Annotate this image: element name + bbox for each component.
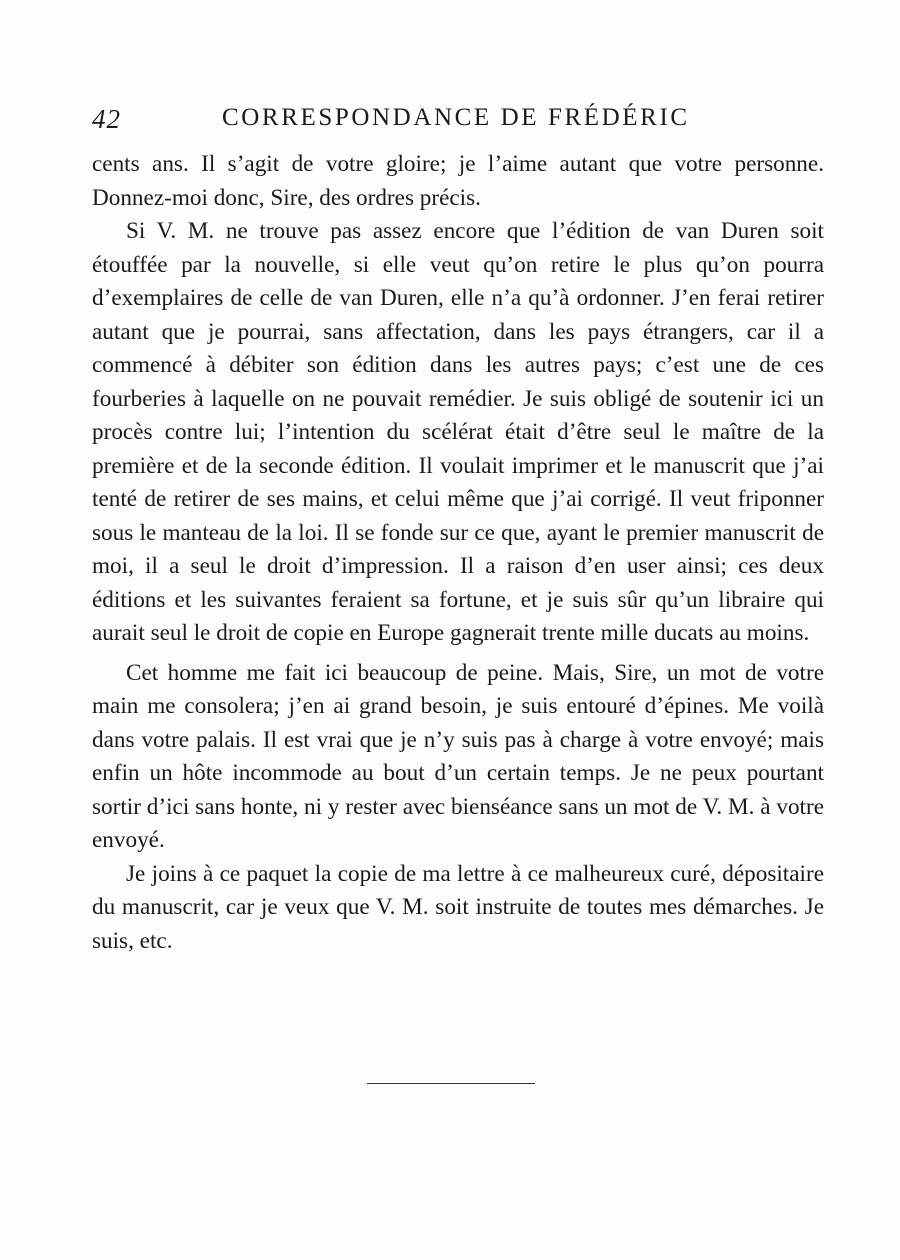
paragraph: Je joins à ce paquet la copie de ma lettre à ce malheureux curé, dépositaire du manuscrit, car je veux que V. M. soit instruite de toutes mes démarches. Je suis, etc.: [92, 860, 824, 954]
paragraph: cents ans. Il s’agit de votre gloire; je l’aime autant que votre personne. Donnez-moi donc, Sire, des ordres précis.: [92, 151, 824, 211]
letter-body: [92, 148, 824, 958]
page-number: 42: [92, 104, 121, 134]
paragraph: Cet homme me fait ici beaucoup de peine. Mais, Sire, un mot de votre main me consolera; j’en ai grand besoin, je suis entouré d’épines. Me voilà dans votre palais. Il est vrai que je n’y suis pas à charge à votre envoyé; mais enfin un hôte incommode au bout d’un certain temps. Je ne peux pourtant sortir d’ici sans honte, ni y rester avec bienséance sans un mot de V. M. à votre envoyé.: [92, 659, 824, 853]
paragraph: Si V. M. ne trouve pas assez encore que l’édition de van Duren soit étouffée par la nouvelle, si elle veut qu’on retire le plus qu’on pourra d’exemplaires de celle de van Duren, elle n’a qu’à ordonner. J’en ferai retirer autant que je pourrai, sans affectation, dans les pays étrangers, car il a commencé à débiter son édition dans les autres pays; c’est une de ces fourberies à laquelle on ne pouvait remédier. Je suis obligé de soutenir ici un procès contre lui; l’intention du scélérat était d’être seul le maître de la première et de la seconde édition. Il voulait imprimer et le manuscrit que j’ai tenté de retirer de ses mains, et celui même que j’ai corrigé. Il veut friponner sous le manteau de la loi. Il se fonde sur ce que, ayant le premier manuscrit de moi, il a seul le droit d’impression. Il a raison d’en user ainsi; ces deux éditions et les suivantes feraient sa fortune, et je suis sûr qu’un libraire qui aurait seul le droit de copie en Europe gagnerait trente mille ducats au moins.: [92, 218, 824, 646]
end-rule-divider: [367, 1083, 535, 1084]
running-title: CORRESPONDANCE DE FRÉDÉRIC: [222, 104, 690, 131]
page-header: [92, 100, 822, 140]
